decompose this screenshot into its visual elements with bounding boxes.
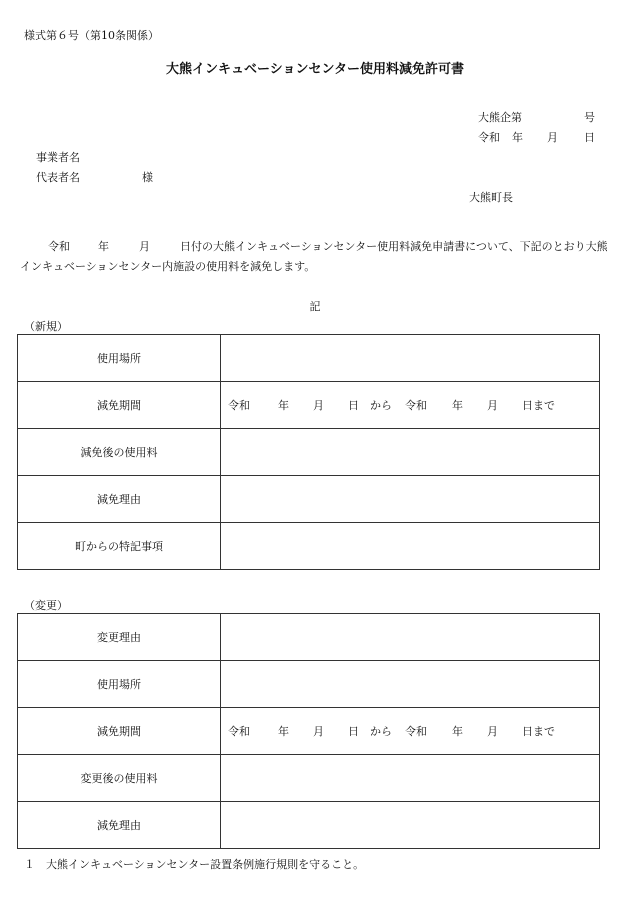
issue-date-month: 月: [547, 131, 558, 144]
table-row: [18, 523, 600, 570]
honorific: 様: [142, 171, 153, 184]
change-section-table: [17, 613, 600, 849]
row-label: 減免理由: [18, 802, 221, 849]
row-value: [221, 335, 600, 382]
row-label: 変更理由: [18, 614, 221, 661]
period-year-1: 年: [278, 399, 289, 412]
period-era-1: 令和: [228, 725, 250, 738]
issue-date-day: 日: [584, 131, 595, 144]
period-month-2: 月: [487, 725, 498, 738]
body-paragraph: [20, 237, 612, 277]
representative-line: [36, 169, 153, 185]
row-label: 減免後の使用料: [18, 429, 221, 476]
new-section-table: [17, 334, 600, 570]
row-value: [221, 429, 600, 476]
row-value: [221, 523, 600, 570]
row-label: 使用場所: [18, 335, 221, 382]
table-row: [18, 708, 600, 755]
table-row: [18, 429, 600, 476]
issue-date-year: 年: [512, 131, 523, 144]
ki-heading: 記: [309, 300, 321, 313]
table-row: [18, 335, 600, 382]
period-value: [221, 382, 600, 429]
row-label: 減免理由: [18, 476, 221, 523]
table-row: [18, 802, 600, 849]
table-row: [18, 614, 600, 661]
change-section-label: （変更）: [24, 599, 68, 612]
row-label: 変更後の使用料: [18, 755, 221, 802]
new-section-label: （新規）: [24, 320, 68, 333]
table-row: [18, 382, 600, 429]
period-day-2: 日まで: [522, 725, 555, 738]
row-value: [221, 476, 600, 523]
body-month: 月: [139, 240, 150, 253]
issue-date-era: 令和: [478, 131, 500, 144]
issuer: 大熊町長: [469, 191, 513, 204]
period-year-2: 年: [452, 725, 463, 738]
business-name-label: 事業者名: [36, 151, 80, 164]
period-month-1: 月: [313, 725, 324, 738]
table-row: [18, 755, 600, 802]
row-value: [221, 661, 600, 708]
table-row: [18, 661, 600, 708]
row-label: 使用場所: [18, 661, 221, 708]
body-year: 年: [98, 240, 109, 253]
period-value: [221, 708, 600, 755]
period-era-2: 令和: [405, 399, 427, 412]
document-title: 大熊インキュベーションセンター使用料減免許可書: [166, 62, 464, 77]
period-day-1: 日: [348, 399, 359, 412]
body-era: 令和: [48, 240, 70, 253]
period-year-1: 年: [278, 725, 289, 738]
row-value: [221, 802, 600, 849]
row-value: [221, 614, 600, 661]
row-value: [221, 755, 600, 802]
period-from: から: [370, 725, 392, 738]
form-number: 様式第６号（第10条関係）: [24, 29, 159, 42]
period-month-1: 月: [313, 399, 324, 412]
row-label: 減免期間: [18, 382, 221, 429]
document-number: [478, 109, 595, 125]
period-from: から: [370, 399, 392, 412]
row-label: 町からの特記事項: [18, 523, 221, 570]
period-era-1: 令和: [228, 399, 250, 412]
period-day-1: 日: [348, 725, 359, 738]
period-month-2: 月: [487, 399, 498, 412]
doc-number-suffix: 号: [584, 111, 595, 124]
doc-number-prefix: 大熊企第: [478, 111, 522, 124]
issue-date: [478, 129, 595, 145]
period-era-2: 令和: [405, 725, 427, 738]
row-label: 減免期間: [18, 708, 221, 755]
table-row: [18, 476, 600, 523]
body-rest: 日付の大熊インキュベーションセンター使用料減免申請書について、下記のとおり大熊インキュベーションセンター内施設の使用料を減免します。: [20, 240, 608, 273]
representative-label: 代表者名: [36, 171, 80, 184]
footnote: １ 大熊インキュベーションセンター設置条例施行規則を守ること。: [24, 858, 365, 871]
period-year-2: 年: [452, 399, 463, 412]
period-day-2: 日まで: [522, 399, 555, 412]
